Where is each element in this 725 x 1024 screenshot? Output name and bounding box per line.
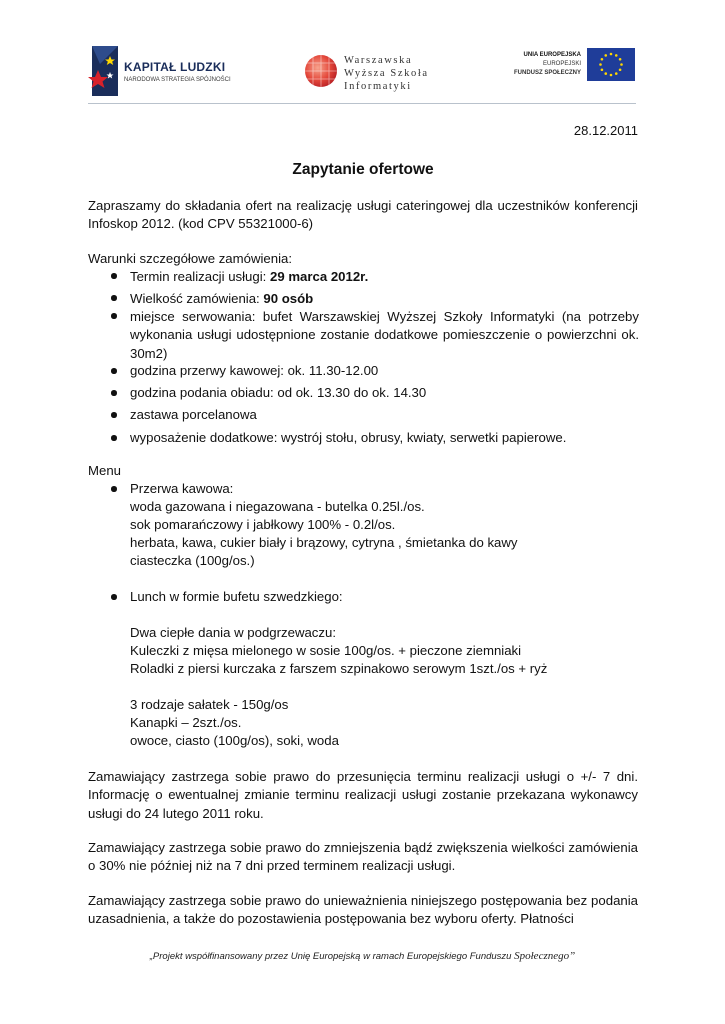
condition-item-size	[130, 290, 639, 308]
intro-paragraph: Zapraszamy do składania ofert na realizację usługi cateringowej dla uczestników konferencji Infoskop 2012. (kod CPV 55321000-6)	[88, 198, 638, 232]
wwsi-line-3: Informatyki	[344, 81, 412, 92]
condition-value: 29 marca 2012r.	[269, 269, 369, 284]
condition-item-lunch-time: godzina podania obiadu: od ok. 13.30 do ok. 14.30	[130, 385, 427, 400]
coffee-line: sok pomarańczowy i jabłkowy 100% - 0.2l/os.	[130, 517, 396, 532]
eu-star-icon	[599, 63, 602, 66]
condition-label: Termin realizacji usługi:	[130, 269, 270, 284]
eu-star-icon	[620, 63, 623, 66]
eu-star-icon	[601, 58, 604, 61]
eu-star-icon	[619, 68, 622, 71]
lunch-line: Kanapki – 2szt./os.	[130, 715, 242, 730]
bullet	[111, 435, 119, 443]
ue-line-2: EUROPEJSKI	[542, 61, 581, 67]
wwsi-line-2: Wyższa Szkoła	[344, 68, 429, 79]
lunch-line: Dwa ciepłe dania w podgrzewaczu:	[130, 625, 336, 640]
bullet	[111, 368, 119, 376]
eu-star-icon	[601, 68, 604, 71]
header-divider	[88, 103, 636, 104]
page-footer	[0, 950, 725, 962]
condition-item-extras: wyposażenie dodatkowe: wystrój stołu, obrusy, kwiaty, serwetki papierowe.	[130, 430, 567, 445]
condition-item-place: miejsce serwowania: bufet Warszawskiej Wyższej Szkoły Informatyki (na potrzeby wykonania usługi udostępnione zostanie dodatkowe pomieszczenie o powierzchni ok. 30m2)	[130, 309, 639, 361]
lunch-line: owoce, ciasto (100g/os), soki, woda	[130, 733, 339, 748]
footer-text: „Projekt współfinansowany przez Unię Europejską w ramach Europejskiego Funduszu	[149, 951, 515, 962]
footer-text-serif: Społecznego”	[514, 950, 576, 962]
ue-line-3: FUNDUSZ SPOŁECZNY	[513, 70, 581, 76]
eu-flag-icon	[587, 48, 635, 81]
menu-coffee-break-label: Przerwa kawowa:	[130, 481, 234, 496]
coffee-line: herbata, kawa, cukier biały i brązowy, cytryna , śmietanka do kawy	[130, 535, 518, 550]
menu-heading: Menu	[88, 463, 121, 478]
volume-change-paragraph: Zamawiający zastrzega sobie prawo do zmniejszenia bądź zwiększenia wielkości zamówienia o 30% nie później niż na 7 dni przed terminem realizacji usługi.	[88, 840, 638, 874]
bullet	[111, 594, 119, 602]
eu-star-icon	[604, 54, 607, 57]
bullet	[111, 412, 119, 420]
cancellation-paragraph: Zamawiający zastrzega sobie prawo do unieważnienia niniejszego postępowania bez podania uzasadnienia, a także do pozostawienia postępowania bez wyboru oferty. Płatności	[88, 893, 638, 927]
wwsi-line-1: Warszawska	[344, 55, 413, 66]
lunch-line: 3 rodzaje sałatek - 150g/os	[130, 697, 289, 712]
lunch-line: Roladki z piersi kurczaka z farszem szpinakowo serowym 1szt./os + ryż	[130, 661, 548, 676]
condition-value: 90 osób	[263, 291, 314, 306]
eu-star-icon	[619, 58, 622, 61]
condition-item-tableware: zastawa porcelanowa	[130, 407, 257, 422]
condition-item-coffee-time: godzina przerwy kawowej: ok. 11.30-12.00	[130, 363, 379, 378]
bullet	[111, 486, 119, 494]
kapital-ludzki-emblem-icon	[88, 44, 120, 98]
ue-efs-text	[503, 51, 581, 78]
lunch-line: Kuleczki z mięsa mielonego w sosie 100g/os. + pieczone ziemniaki	[130, 643, 522, 658]
reschedule-paragraph: Zamawiający zastrzega sobie prawo do przesunięcia terminu realizacji usługi o +/- 7 dni. Informację o ewentualnej zmianie terminu realizacji usługi zostanie przekazana wykonawcy usługi do 24 lutego 2011 roku.	[88, 769, 638, 821]
wwsi-logo	[304, 52, 454, 92]
ue-efs-logo	[503, 46, 636, 90]
kapital-ludzki-subtitle: NARODOWA STRATEGIA SPÓJNOŚCI	[124, 77, 231, 83]
eu-star-icon	[615, 54, 618, 57]
document-date: 28.12.2011	[573, 123, 638, 138]
wwsi-name	[344, 54, 429, 93]
bullet	[111, 295, 119, 303]
kapital-ludzki-title: KAPITAŁ LUDZKI	[124, 60, 226, 74]
coffee-line: woda gazowana i niegazowana - butelka 0.25l./os.	[130, 499, 425, 514]
eu-star-icon	[604, 72, 607, 75]
conditions-heading: Warunki szczegółowe zamówienia:	[88, 251, 293, 266]
bullet	[111, 313, 119, 321]
coffee-line: ciasteczka (100g/os.)	[130, 553, 255, 568]
bullet	[111, 390, 119, 398]
kapital-ludzki-logo	[88, 44, 238, 100]
ue-line-1: UNIA EUROPEJSKA	[523, 52, 581, 58]
page-header	[88, 40, 636, 104]
menu-lunch-label: Lunch w formie bufetu szwedzkiego:	[130, 589, 343, 604]
wwsi-emblem-icon	[304, 54, 338, 88]
bullet	[111, 273, 119, 281]
condition-item-term	[130, 268, 639, 286]
document-title: Zapytanie ofertowe	[292, 161, 434, 178]
eu-star-icon	[615, 72, 618, 75]
eu-star-icon	[610, 53, 613, 56]
eu-star-icon	[610, 74, 613, 77]
condition-label: Wielkość zamówienia:	[130, 291, 264, 306]
